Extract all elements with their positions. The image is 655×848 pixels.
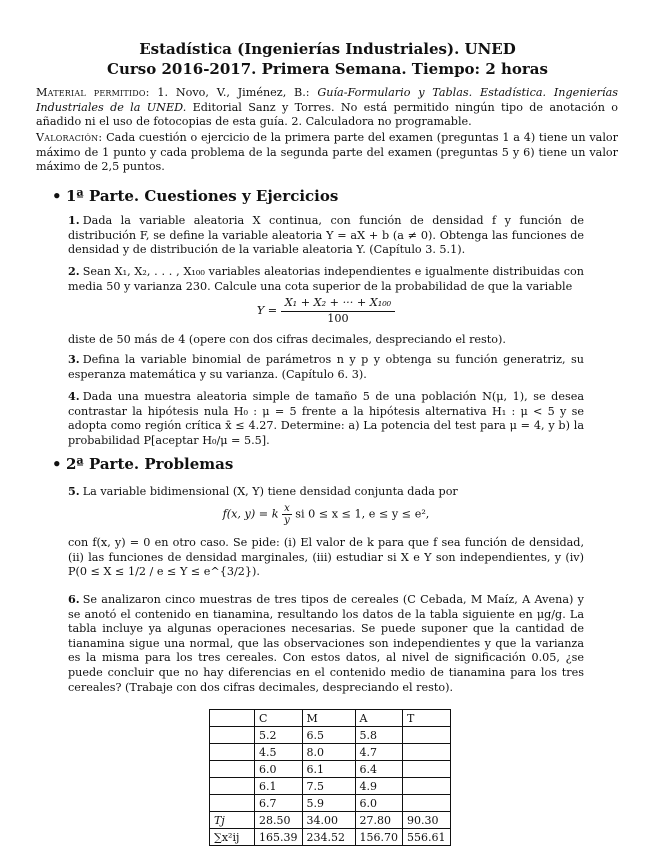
table-cell: 156.70	[355, 829, 403, 846]
table-cell	[403, 761, 451, 778]
question-1-text: Dada la variable aleatoria X continua, con función de densidad f y función de distribución F, se define la variable aleatoria Y = aX + b (a ≠ 0). Obtenga las funciones de densidad y de distribución de la variable aleatoria Y. (Capítulo 3. 5.1).	[68, 214, 584, 257]
table-cell	[403, 778, 451, 795]
question-4-number: 4.	[68, 389, 80, 403]
table-cell	[210, 795, 255, 812]
table-row	[210, 727, 451, 744]
table-cell: 6.0	[255, 761, 303, 778]
table-cell: 4.5	[255, 744, 303, 761]
table-cell: 165.39	[255, 829, 303, 846]
material-paragraph	[36, 86, 618, 130]
q5-formula-lhs: f(x, y) = k	[222, 507, 279, 521]
table-cell	[210, 761, 255, 778]
q5-fraction-numerator: x	[282, 503, 292, 515]
material-book: Guía-Formulario y Tablas. Estadística. Ingenierías Industriales de la UNED.	[36, 86, 618, 114]
table-cell: 4.7	[355, 744, 403, 761]
material-label: Material permitido:	[36, 86, 150, 99]
table-cell: 8.0	[302, 744, 355, 761]
q2-formula-fraction	[281, 296, 395, 326]
table-cell: 6.5	[302, 727, 355, 744]
table-row	[210, 761, 451, 778]
table-cell: 28.50	[255, 812, 303, 829]
material-text-a: 1. Novo, V., Jiménez, B.:	[149, 86, 318, 99]
table-row	[210, 778, 451, 795]
material-text-b: Editorial Sanz y Torres. No está permitido ningún tipo de anotación o añadido ni el uso de fotocopias de esta guía. 2. Calculadora no programable.	[36, 100, 618, 129]
table-header-row	[210, 710, 451, 727]
part1-bullet: •	[52, 187, 62, 205]
question-1	[68, 213, 584, 258]
part2-bullet: •	[52, 455, 62, 473]
question-6-number: 6.	[68, 592, 80, 606]
table-header-cell: M	[302, 710, 355, 727]
question-2	[68, 264, 584, 294]
table-header-cell: T	[403, 710, 451, 727]
q2-formula-denominator: 100	[327, 311, 349, 325]
table-cell: 5.2	[255, 727, 303, 744]
table-row	[210, 744, 451, 761]
q5-formula-fraction	[282, 503, 292, 526]
question-4-text: Dada una muestra aleatoria simple de tamaño 5 de una población N(μ, 1), se desea contrastar la hipótesis nula H₀ : μ = 5 frente a la hipótesis alternativa H₁ : μ < 5 y se adopta como región crítica x̄ ≤ 4.27. Determine: a) La potencia del test para μ = 4, y b) la probabilidad P[aceptar H₀/μ = 5.5].	[68, 390, 584, 447]
question-5-formula	[68, 503, 584, 526]
valoracion-label: Valoración:	[36, 131, 103, 144]
exam-title-line2: Curso 2016-2017. Primera Semana. Tiempo: 2 horas	[107, 60, 548, 78]
question-5-number: 5.	[68, 484, 80, 498]
table-cell: 90.30	[403, 812, 451, 829]
question-5-after: con f(x, y) = 0 en otro caso. Se pide: (i) El valor de k para que f sea función de densidad, (ii) las funciones de densidad marginales, (iii) estudiar si X e Y son independientes, y (iv) P(0 ≤ X ≤ 1/2 / e ≤ Y ≤ e^{3/2}).	[68, 536, 584, 579]
part1-heading-text: 1ª Parte. Cuestiones y Ejercicios	[66, 187, 339, 205]
question-2-text: Sean X₁, X₂, . . . , X₁₀₀ variables aleatorias independientes e igualmente distribuidas con media 50 y varianza 230. Calcule una cota superior de la probabilidad de que la variable	[68, 265, 584, 293]
table-cell: 4.9	[355, 778, 403, 795]
table-header-cell: A	[355, 710, 403, 727]
question-5-text: La variable bidimensional (X, Y) tiene densidad conjunta dada por	[82, 485, 458, 498]
question-2-formula	[68, 296, 584, 326]
question-4	[68, 389, 584, 448]
table-cell: 7.5	[302, 778, 355, 795]
table-cell: 6.0	[355, 795, 403, 812]
part2-heading	[52, 455, 233, 474]
table-totals-row	[210, 812, 451, 829]
valoracion-paragraph	[36, 131, 618, 175]
table-cell: 6.1	[302, 761, 355, 778]
table-cell: 5.9	[302, 795, 355, 812]
question-5	[68, 484, 584, 500]
question-3-number: 3.	[68, 352, 80, 366]
table-cell	[210, 744, 255, 761]
tianamina-table	[209, 709, 451, 846]
question-6-text: Se analizaron cinco muestras de tres tipos de cereales (C Cebada, M Maíz, A Avena) y se anotó el contenido en tianamina, resultando los datos de la tabla siguiente en μg/g. La tabla incluye ya algunas operaciones necesarias. Se puede suponer que la cantidad de tianamina sigue una normal, que las observaciones son independientes y que la varianza es la misma para los tres cereales. Con estos datos, al nivel de significación 0.05, ¿se puede concluir que no hay diferencias en el contenido medio de tianamina para los tres cereales? (Trabaje con dos cifras decimales, despreciando el resto).	[68, 593, 584, 694]
table-cell	[403, 795, 451, 812]
table-cell: 556.61	[403, 829, 451, 846]
q5-fraction-denominator: y	[284, 515, 290, 526]
table-cell	[403, 727, 451, 744]
table-cell: 6.4	[355, 761, 403, 778]
question-3	[68, 352, 584, 382]
question-2-number: 2.	[68, 264, 80, 278]
table-cell: 34.00	[302, 812, 355, 829]
question-3-text: Defina la variable binomial de parámetros n y p y obtenga su función generatriz, su esperanza matemática y su varianza. (Capítulo 6. 3).	[68, 353, 584, 381]
table-cell: 234.52	[302, 829, 355, 846]
part2-heading-text: 2ª Parte. Problemas	[66, 455, 234, 473]
table-row	[210, 795, 451, 812]
q2-formula-lhs: Y =	[256, 304, 278, 318]
exam-title-line1: Estadística (Ingenierías Industriales). UNED	[139, 40, 516, 58]
question-2-after: diste de 50 más de 4 (opere con dos cifras decimales, despreciando el resto).	[68, 333, 506, 346]
table-row-label-tj: Tj	[210, 812, 255, 829]
table-cell: 6.7	[255, 795, 303, 812]
table-cell	[210, 778, 255, 795]
table-cell: 6.1	[255, 778, 303, 795]
table-header-cell: C	[255, 710, 303, 727]
table-cell: 27.80	[355, 812, 403, 829]
table-cell	[403, 744, 451, 761]
table-cell	[210, 727, 255, 744]
part1-heading	[52, 187, 338, 206]
table-header-cell	[210, 710, 255, 727]
valoracion-text: Cada cuestión o ejercicio de la primera parte del examen (preguntas 1 a 4) tiene un valor máximo de 1 punto y cada problema de la segunda parte del examen (preguntas 5 y 6) tiene un valor máximo de 2,5 puntos.	[36, 131, 618, 174]
table-squares-row	[210, 829, 451, 846]
table-cell: 5.8	[355, 727, 403, 744]
q2-formula-numerator: X₁ + X₂ + ··· + X₁₀₀	[281, 296, 395, 312]
table-row-label-sum-squares: ∑x²ij	[210, 829, 255, 846]
question-6	[68, 592, 584, 695]
q5-formula-rhs: si 0 ≤ x ≤ 1, e ≤ y ≤ e²,	[295, 507, 430, 521]
question-1-number: 1.	[68, 213, 80, 227]
